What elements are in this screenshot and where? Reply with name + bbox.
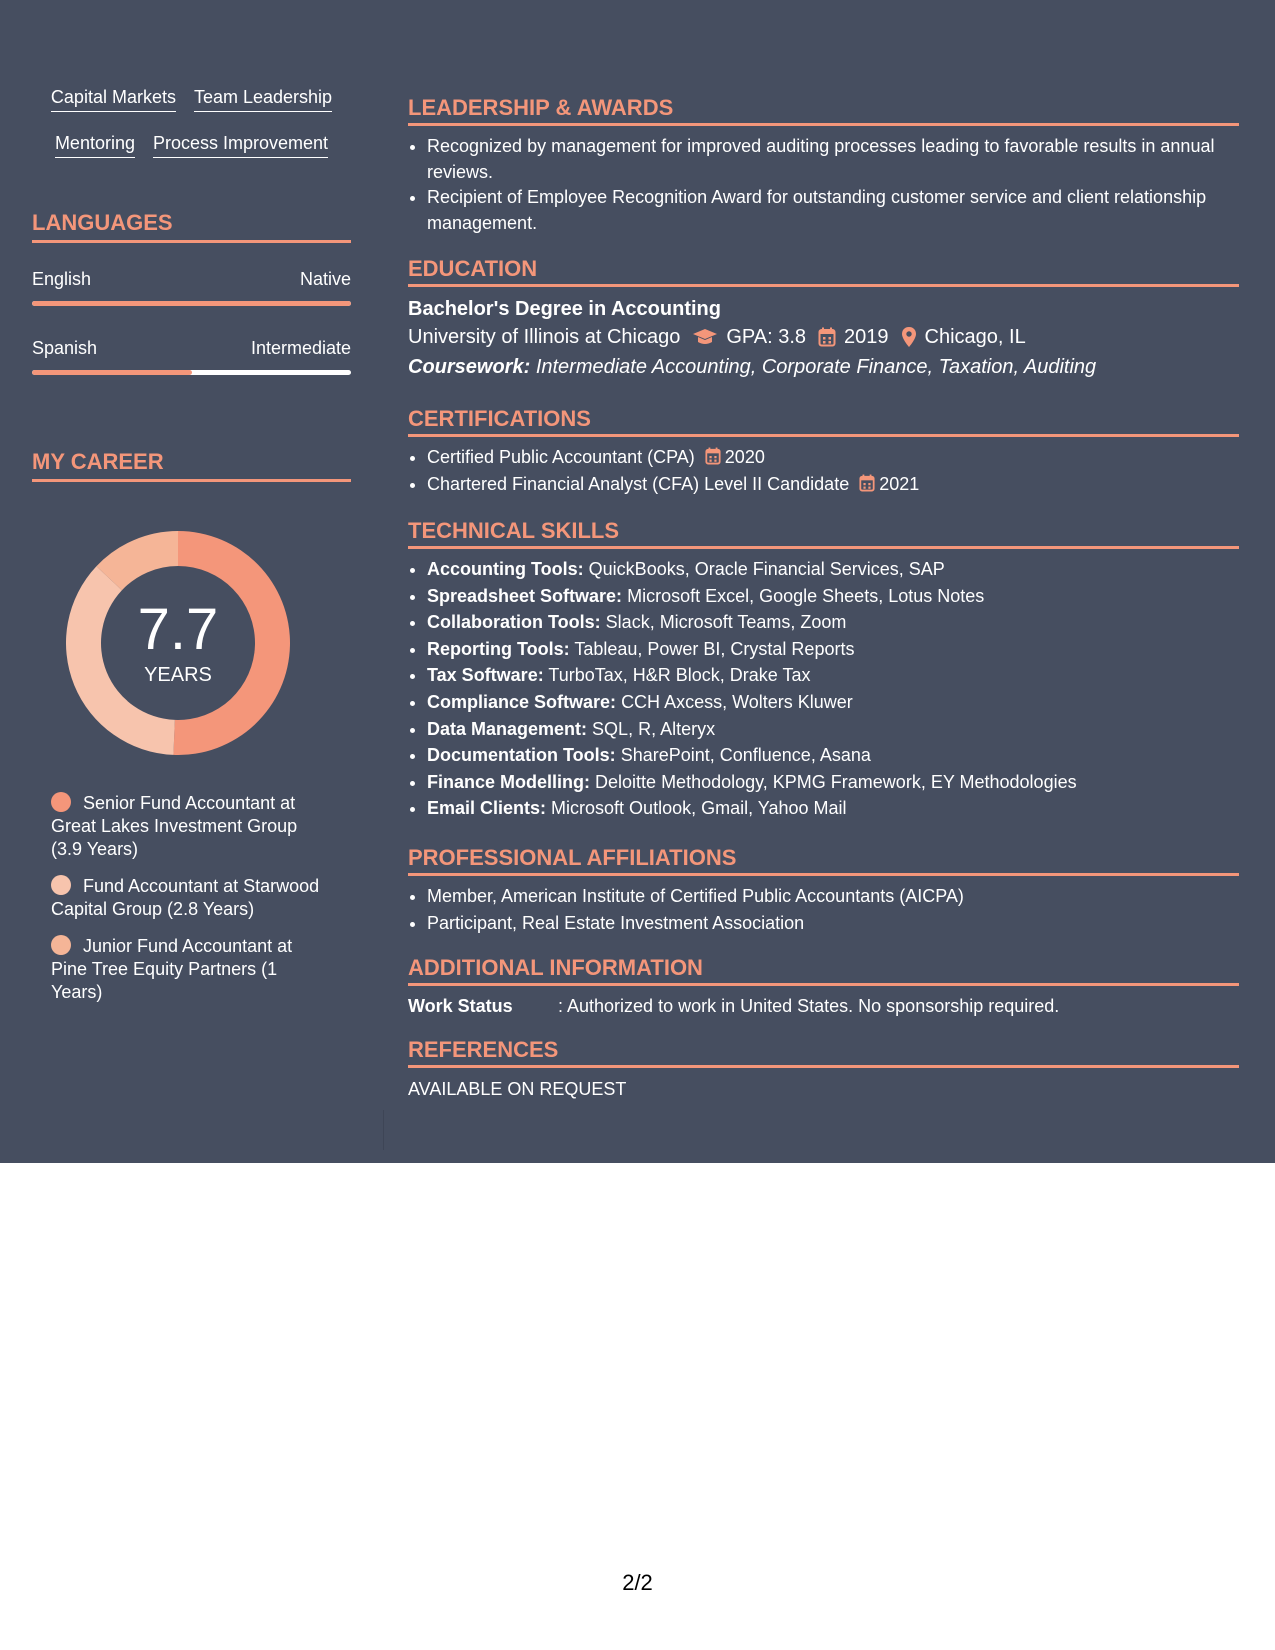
skill-item	[427, 742, 1239, 769]
skill-value: SQL, R, Alteryx	[592, 718, 716, 739]
career-item-text: Senior Fund Accountant at Great Lakes Investment Group (3.9 Years)	[51, 793, 298, 859]
career-years-label: YEARS	[144, 664, 212, 686]
list-item: • Participant, Real Estate Investment Association	[427, 910, 1239, 937]
page-number: 2/2	[622, 1570, 653, 1595]
language-level: Native	[299, 269, 351, 289]
language-name: Spanish	[32, 338, 98, 358]
skill-tag: Capital Markets	[51, 86, 176, 112]
section-heading: EDUCATION	[408, 256, 1239, 287]
skill-value: Tableau, Power BI, Crystal Reports	[574, 638, 855, 659]
skill-value: CCH Axcess, Wolters Kluwer	[621, 691, 853, 712]
coursework	[408, 352, 1239, 382]
skill-label: Email Clients:	[427, 798, 547, 819]
graduation-year: 2019	[844, 326, 889, 348]
skill-value: TurboTax, H&R Block, Drake Tax	[548, 665, 811, 686]
skill-item	[427, 556, 1239, 583]
tag-row	[32, 86, 351, 112]
additional-info-section	[408, 955, 1239, 1017]
coursework-list: Intermediate Accounting, Corporate Finance, Taxation, Auditing	[535, 356, 1097, 378]
skill-item	[427, 662, 1239, 689]
language-proficiency-bar	[32, 301, 351, 306]
references-section	[408, 1037, 1239, 1100]
list-item: • Recipient of Employee Recognition Award for outstanding customer service and client relationship management.	[427, 185, 1239, 236]
career-item-text: Junior Fund Accountant at Pine Tree Equity Partners (1 Years)	[51, 936, 293, 1002]
degree-title: Bachelor's Degree in Accounting	[408, 298, 721, 320]
tag-row	[32, 132, 351, 158]
language-proficiency-fill	[32, 301, 351, 306]
skill-item	[427, 689, 1239, 716]
language-proficiency-bar	[32, 370, 351, 375]
leadership-section	[408, 95, 1239, 236]
language-name: English	[32, 269, 92, 289]
calendar-icon	[859, 474, 875, 492]
skill-label: Finance Modelling:	[427, 771, 591, 792]
career-total-years: 7.7	[137, 597, 219, 662]
skill-item	[427, 716, 1239, 743]
section-heading: CERTIFICATIONS	[408, 406, 1239, 437]
language-english	[32, 268, 351, 306]
skill-item	[427, 583, 1239, 610]
section-heading: PROFESSIONAL AFFILIATIONS	[408, 845, 1239, 876]
skill-value: QuickBooks, Oracle Financial Services, SAP	[588, 559, 945, 579]
section-heading: LEADERSHIP & AWARDS	[408, 95, 1239, 126]
certification-year: 2020	[724, 447, 765, 467]
career-item	[51, 792, 321, 861]
work-status-label: Work Status	[408, 996, 513, 1016]
education-details	[408, 322, 1239, 352]
skill-label: Spreadsheet Software:	[427, 585, 623, 606]
skill-tag: Mentoring	[55, 132, 135, 158]
skill-value: Microsoft Excel, Google Sheets, Lotus Notes	[627, 585, 985, 606]
certifications-section	[408, 406, 1239, 498]
language-spanish	[32, 337, 351, 375]
career-item	[51, 935, 321, 1004]
skill-label: Reporting Tools:	[427, 638, 570, 659]
skill-value: Slack, Microsoft Teams, Zoom	[605, 612, 847, 633]
coursework-label: Coursework:	[408, 356, 531, 378]
career-item-text: Fund Accountant at Starwood Capital Group (2.8 Years)	[51, 876, 320, 919]
section-heading: ADDITIONAL INFORMATION	[408, 955, 1239, 986]
language-proficiency-fill	[32, 370, 192, 375]
work-status-value: : Authorized to work in United States. No sponsorship required.	[558, 996, 1060, 1016]
skill-item	[427, 769, 1239, 796]
affiliations-section	[408, 845, 1239, 937]
skill-label: Documentation Tools:	[427, 745, 616, 766]
calendar-icon	[818, 327, 836, 347]
languages-heading: LANGUAGES	[32, 210, 351, 243]
skill-tags	[32, 86, 351, 178]
language-level: Intermediate	[250, 338, 351, 358]
section-heading: REFERENCES	[408, 1037, 1239, 1068]
skill-value: Deloitte Methodology, KPMG Framework, EY Methodologies	[595, 771, 1077, 792]
education-section	[408, 256, 1239, 382]
school-location: Chicago, IL	[924, 326, 1026, 348]
skill-tag: Team Leadership	[194, 86, 332, 112]
skill-value: Microsoft Outlook, Gmail, Yahoo Mail	[551, 798, 847, 819]
technical-skills-section	[408, 518, 1239, 822]
gpa: GPA: 3.8	[726, 326, 807, 348]
skills-list	[408, 556, 1239, 822]
skill-item	[427, 609, 1239, 636]
career-list	[51, 792, 321, 1018]
career-legend-dot	[51, 935, 71, 955]
skill-label: Accounting Tools:	[427, 559, 584, 579]
skill-tag: Process Improvement	[153, 132, 328, 158]
skill-label: Collaboration Tools:	[427, 612, 601, 633]
certification-name: Chartered Financial Analyst (CFA) Level II Candidate	[427, 474, 850, 494]
skill-label: Compliance Software:	[427, 691, 617, 712]
skill-label: Tax Software:	[427, 665, 544, 686]
career-legend-dot	[51, 792, 71, 812]
section-heading: TECHNICAL SKILLS	[408, 518, 1239, 549]
calendar-icon	[705, 447, 721, 465]
career-legend-dot	[51, 875, 71, 895]
skill-item	[427, 636, 1239, 663]
location-pin-icon	[901, 326, 917, 348]
list-item: • Recognized by management for improved auditing processes leading to favorable results in annual reviews.	[427, 134, 1239, 185]
references-text: AVAILABLE ON REQUEST	[408, 1079, 627, 1099]
skill-value: SharePoint, Confluence, Asana	[620, 745, 871, 766]
list-item: • Member, American Institute of Certified Public Accountants (AICPA)	[427, 883, 1239, 910]
skill-label: Data Management:	[427, 718, 588, 739]
column-divider	[383, 1110, 384, 1150]
school-name: University of Illinois at Chicago	[408, 326, 681, 348]
skill-item	[427, 795, 1239, 822]
certification-name: Certified Public Accountant (CPA)	[427, 447, 695, 467]
career-item	[51, 875, 321, 921]
certification-item	[427, 444, 1239, 471]
certification-year: 2021	[879, 474, 920, 494]
graduation-cap-icon	[692, 328, 718, 346]
career-heading: MY CAREER	[32, 449, 351, 482]
certification-item	[427, 471, 1239, 498]
career-donut	[66, 531, 290, 755]
